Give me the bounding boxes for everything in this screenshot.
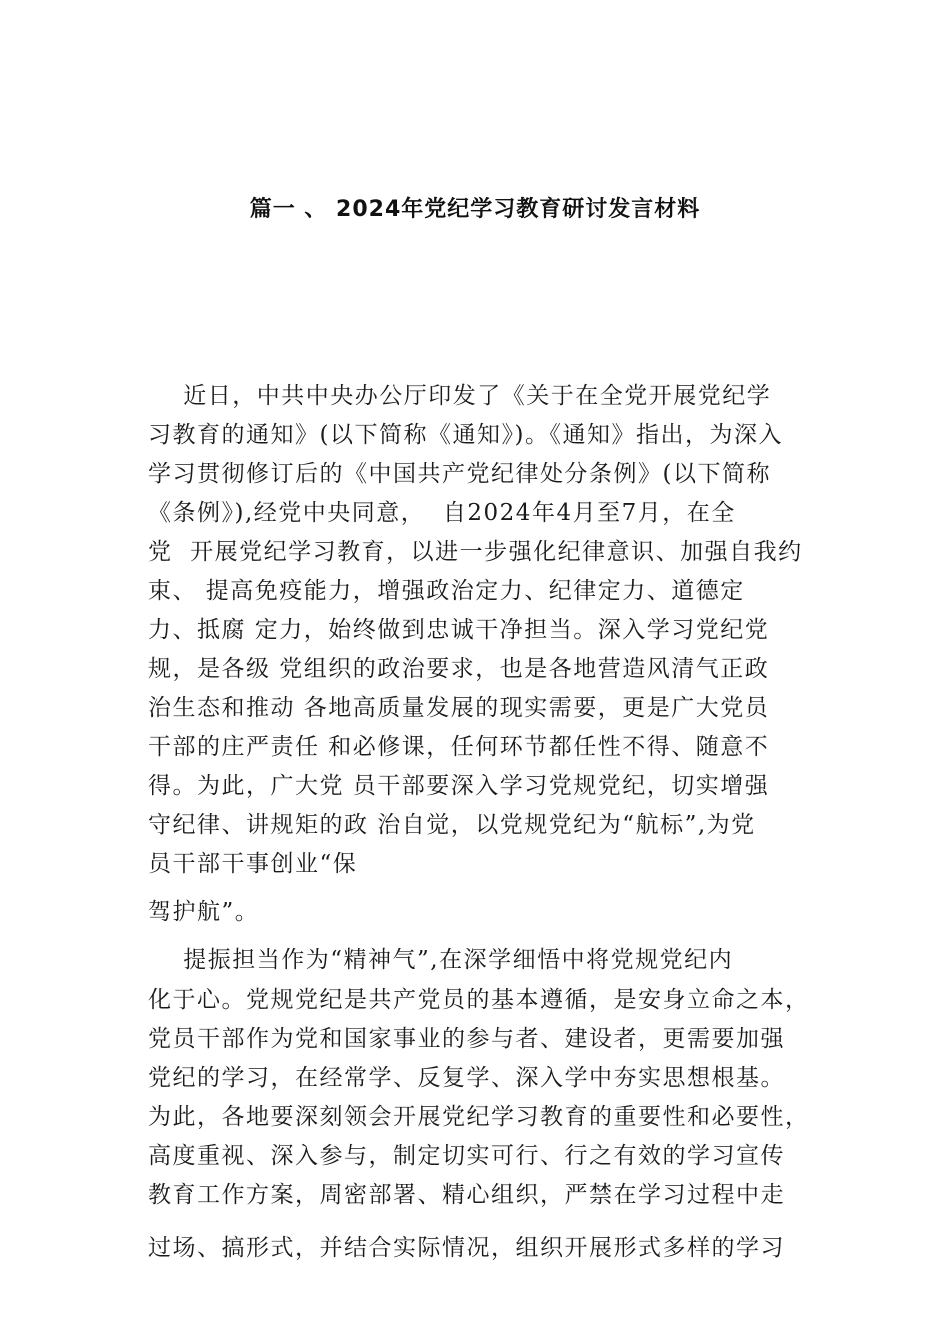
text-line: 提振担当作为“精神气”,在深学细悟中将党规党纪内 [148, 947, 734, 973]
text-line: 为此，各地要深刻领会开展党纪学习教育的重要性和必要性， [148, 1104, 810, 1130]
text-line: 教育工作方案，周密部署、精心组织，严禁在学习过程中走 [148, 1182, 785, 1208]
text-line: 《条例》),经党中央同意， 自2024年4月至7月，在全 [148, 500, 736, 526]
text-line: 驾护航”。 [148, 899, 260, 925]
text-line: 力、抵腐 定力，始终做到忠诚干净担当。深入学习党纪党 [148, 617, 770, 643]
text-line: 近日，中共中央办公厅印发了《关于在全党开展党纪学 [148, 383, 772, 409]
text-line: 守纪律、讲规矩的政 治自觉，以党规党纪为“航标”,为党 [148, 812, 756, 838]
text-line: 习教育的通知》(以下简称《通知》)。《通知》指出，为深入 [148, 422, 783, 448]
text-line: 党员干部作为党和国家事业的参与者、建设者，更需要加强 [148, 1026, 785, 1052]
text-line: 规，是各级 党组织的政治要求，也是各地营造风清气正政 [148, 656, 770, 682]
text-line: 高度重视、深入参与，制定切实可行、行之有效的学习宣传 [148, 1143, 785, 1169]
text-line: 过场、搞形式，并结合实际情况，组织开展形式多样的学习 [148, 1235, 785, 1261]
text-line: 化于心。党规党纪是共产党员的基本遵循，是安身立命之本， [148, 987, 810, 1013]
text-line: 束、 提高免疫能力，增强政治定力、纪律定力、道德定 [148, 578, 745, 604]
text-line: 干部的庄严责任 和必修课，任何环节都任性不得、随意不 [148, 734, 770, 760]
document-title: 篇一 、 2024年党纪学习教育研讨发言材料 [249, 197, 701, 222]
text-line: 得。为此，广大党 员干部要深入学习党规党纪，切实增强 [148, 773, 770, 799]
text-line: 员干部干事创业“保 [148, 851, 358, 877]
text-line: 党 开展党纪学习教育，以进一步强化纪律意识、加强自我约 [148, 539, 803, 565]
text-line: 治生态和推动 各地高质量发展的现实需要，更是广大党员 [148, 695, 770, 721]
text-line: 学习贯彻修订后的《中国共产党纪律处分条例》(以下简称 [148, 461, 771, 487]
text-line: 党纪的学习，在经常学、反复学、深入学中夯实思想根基。 [148, 1065, 785, 1091]
